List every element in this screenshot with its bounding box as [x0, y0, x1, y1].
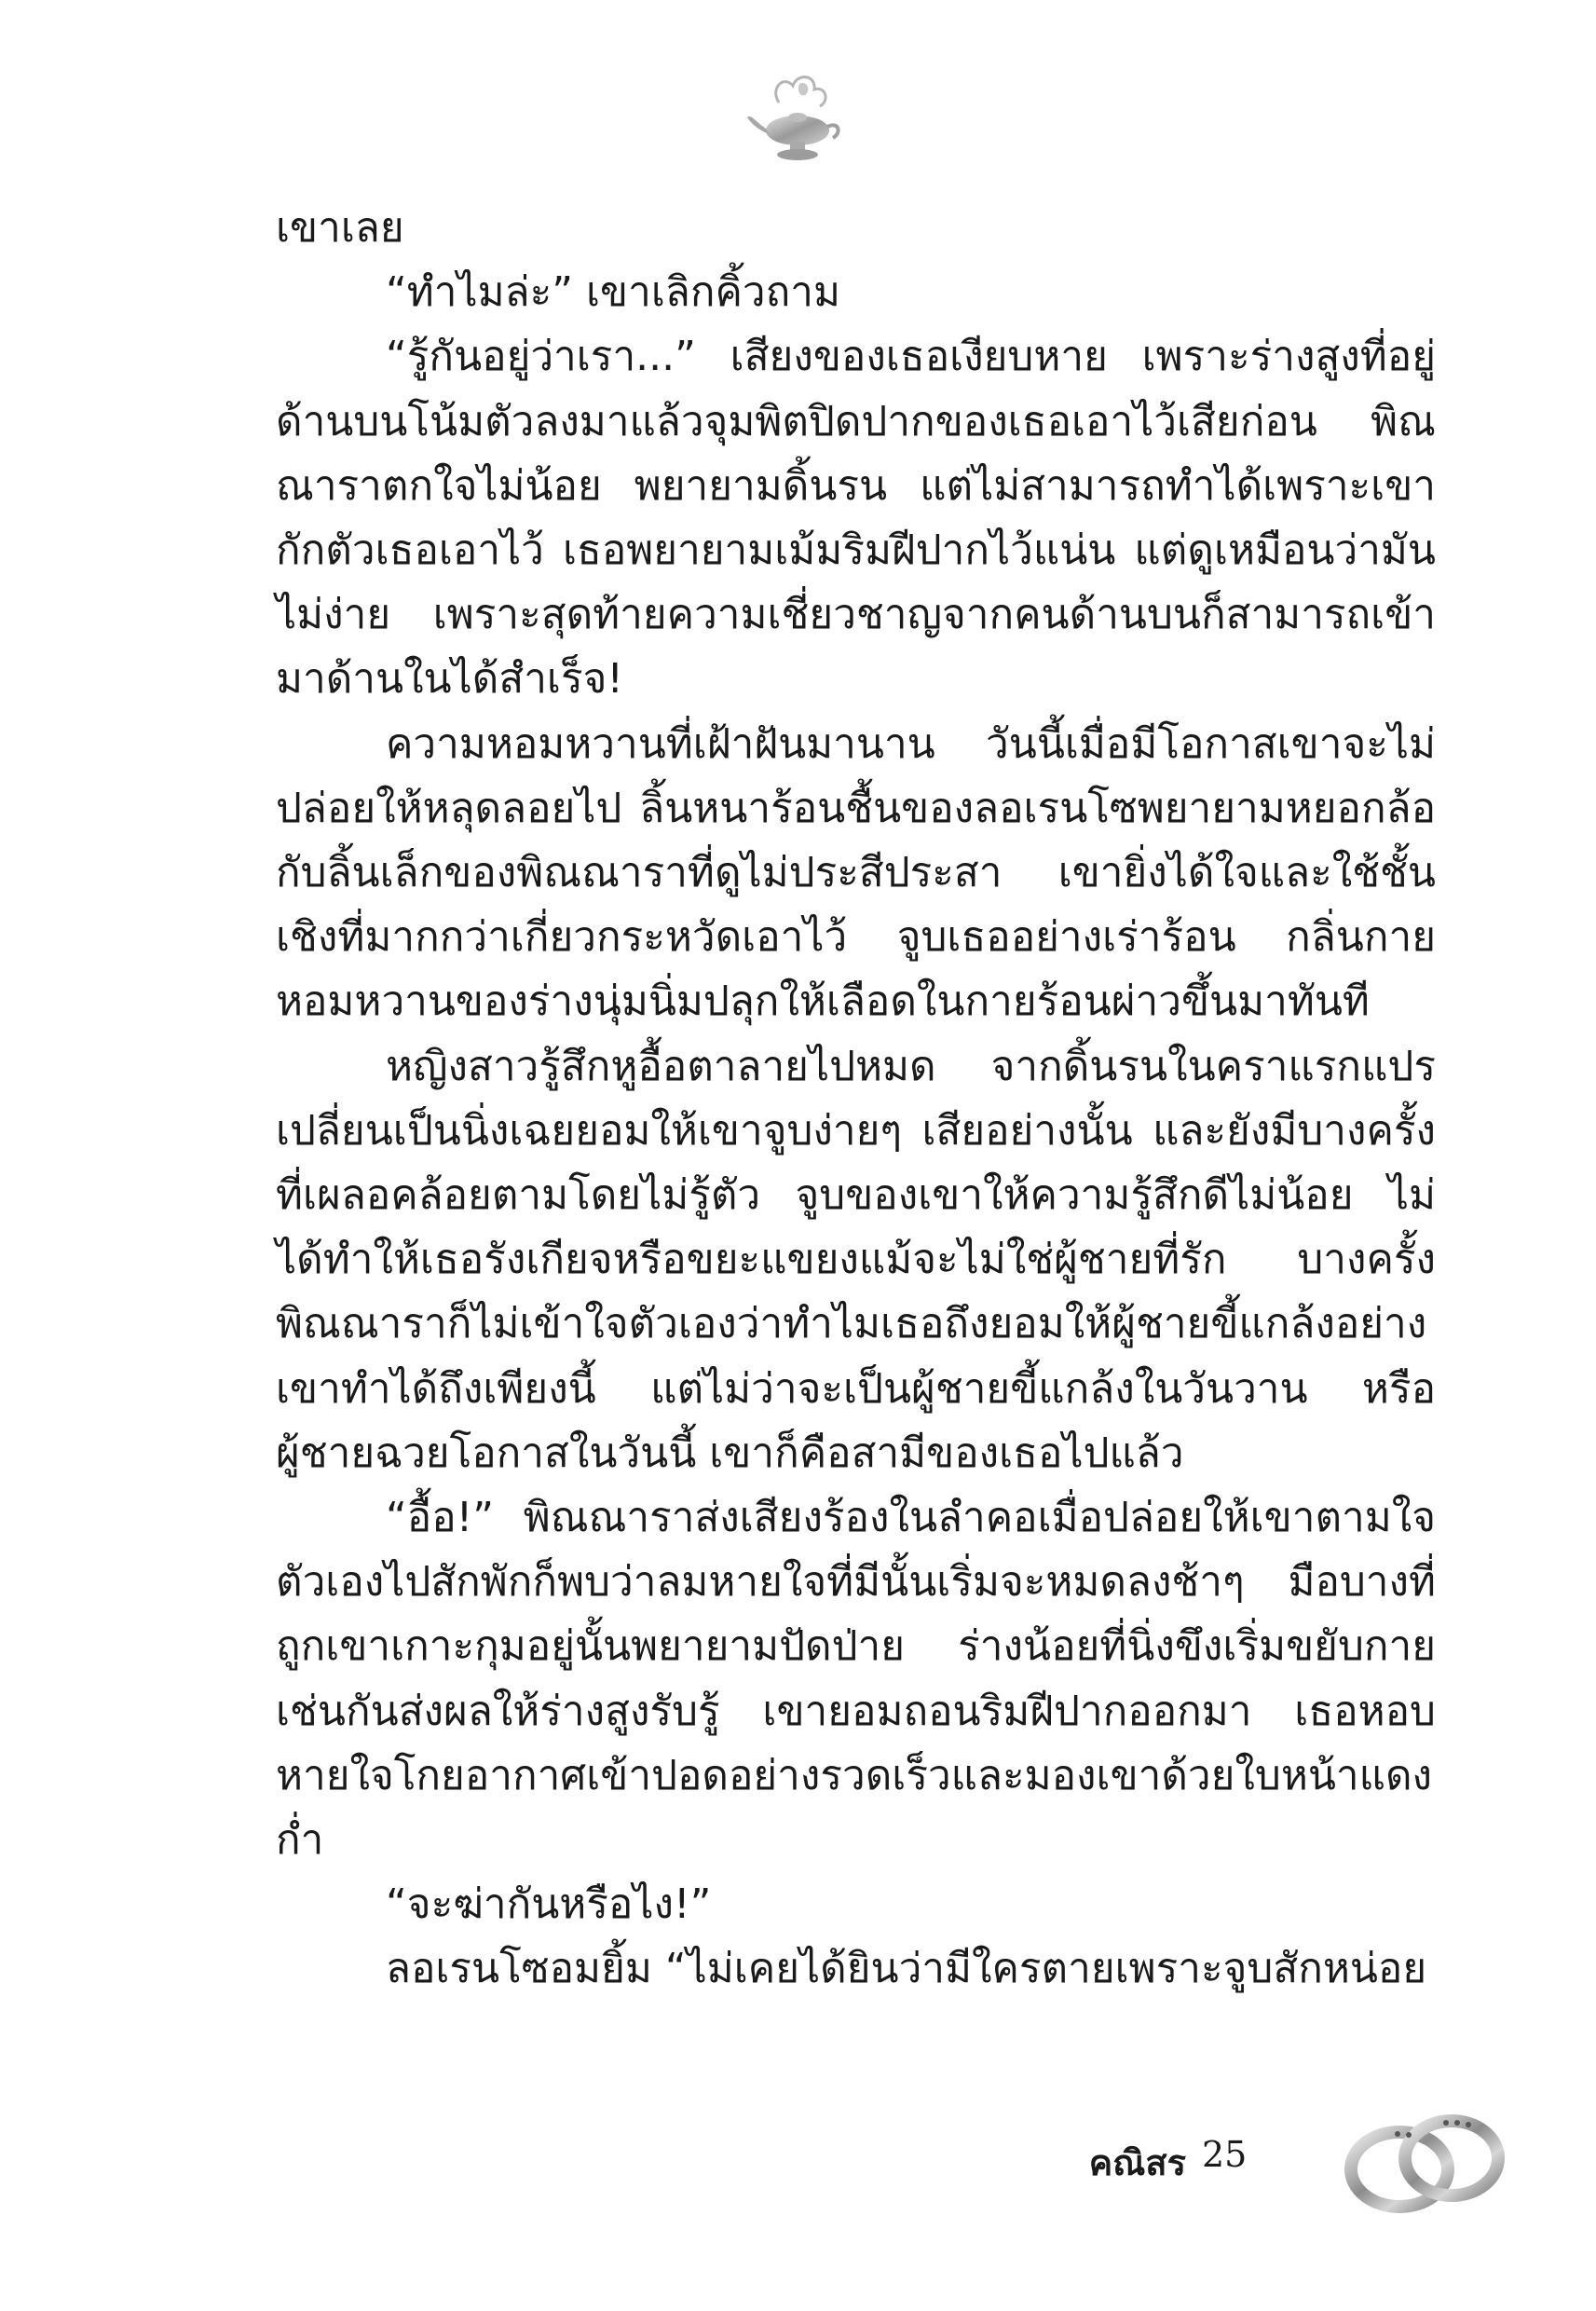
paragraph-4: ความหอมหวานที่เฝ้าฝันมานาน วันนี้เมื่อมีโอกาสเขาจะไม่ปล่อยให้หลุดลอยไป ลิ้นหนาร้อนชื้นของลอเรนโซพยายามหยอกล้อกับลิ้นเล็กของพิณณาราที่ดูไม่ประสีประสา เขายิ่งได้ใจและใช้ชั้นเชิงที่มากกว่าเกี่ยวกระหวัดเอาไว้ จูบเธออย่างเร่าร้อน กลิ่นกายหอมหวานของร่างนุ่มนิ่มปลุกให้เลือดในกายร้อนผ่าวขึ้นมาทันที	[276, 719, 1436, 1026]
wedding-rings-icon	[1342, 2097, 1509, 2227]
page-number: 25	[1202, 2134, 1248, 2175]
paragraph-6: “อื้อ!” พิณณาราส่งเสียงร้องในลำคอเมื่อปล่อยให้เขาตามใจตัวเองไปสักพักก็พบว่าลมหายใจที่มีนั้นเริ่มจะหมดลงช้าๆ มือบางที่ถูกเขาเกาะกุมอยู่นั้นพยายามปัดป่าย ร่างน้อยที่นิ่งขึงเริ่มขยับกายเช่นกันส่งผลให้ร่างสูงรับรู้ เขายอมถอนริมฝีปากออกมา เธอหอบหายใจโกยอากาศเข้าปอดอย่างรวดเร็วและมองเขาด้วยใบหน้าแดงก่ำ	[276, 1494, 1436, 1865]
paragraph-3: “รู้กันอยู่ว่าเรา...” เสียงของเธอเงียบหาย เพราะร่างสูงที่อยู่ด้านบนโน้มตัวลงมาแล้วจุมพิตปิดปากของเธอเอาไว้เสียก่อน พิณณาราตกใจไม่น้อย พยายามดิ้นรน แต่ไม่สามารถทำได้เพราะเขากักตัวเธอเอาไว้ เธอพยายามเม้มริมฝีปากไว้แน่น แต่ดูเหมือนว่ามันไม่ง่าย เพราะสุดท้ายความเชี่ยวชาญจากคนด้านบนก็สามารถเข้ามาด้านในได้สำเร็จ!	[276, 333, 1436, 704]
page-footer	[0, 2097, 1596, 2236]
paragraph-5: หญิงสาวรู้สึกหูอื้อตาลายไปหมด จากดิ้นรนในคราแรกแปรเปลี่ยนเป็นนิ่งเฉยยอมให้เขาจูบง่ายๆ เสียอย่างนั้น และยังมีบางครั้งที่เผลอคล้อยตามโดยไม่รู้ตัว จูบของเขาให้ความรู้สึกดีไม่น้อย ไม่ได้ทำให้เธอรังเกียจหรือขยะแขยงแม้จะไม่ใช่ผู้ชายที่รัก บางครั้งพิณณาราก็ไม่เข้าใจตัวเองว่าทำไมเธอถึงยอมให้ผู้ชายขี้แกล้งอย่างเขาทำได้ถึงเพียงนี้ แต่ไม่ว่าจะเป็นผู้ชายขี้แกล้งในวันวาน หรือผู้ชายฉวยโอกาสในวันนี้ เขาก็คือสามีของเธอไปแล้ว	[276, 1042, 1436, 1477]
paragraph-8: ลอเรนโซอมยิ้ม “ไม่เคยได้ยินว่ามีใครตายเพราะจูบสักหน่อย	[386, 1945, 1427, 1993]
lamp-genie-icon	[742, 65, 853, 177]
paragraph-2: “ทำไมล่ะ” เขาเลิกคิ้วถาม	[386, 268, 840, 317]
paragraph-7: “จะฆ่ากันหรือไง!”	[386, 1880, 712, 1929]
paragraph-1: เขาเลย	[276, 204, 404, 252]
author-name: คณิสร	[1088, 2142, 1186, 2183]
body-text	[276, 196, 1436, 2002]
